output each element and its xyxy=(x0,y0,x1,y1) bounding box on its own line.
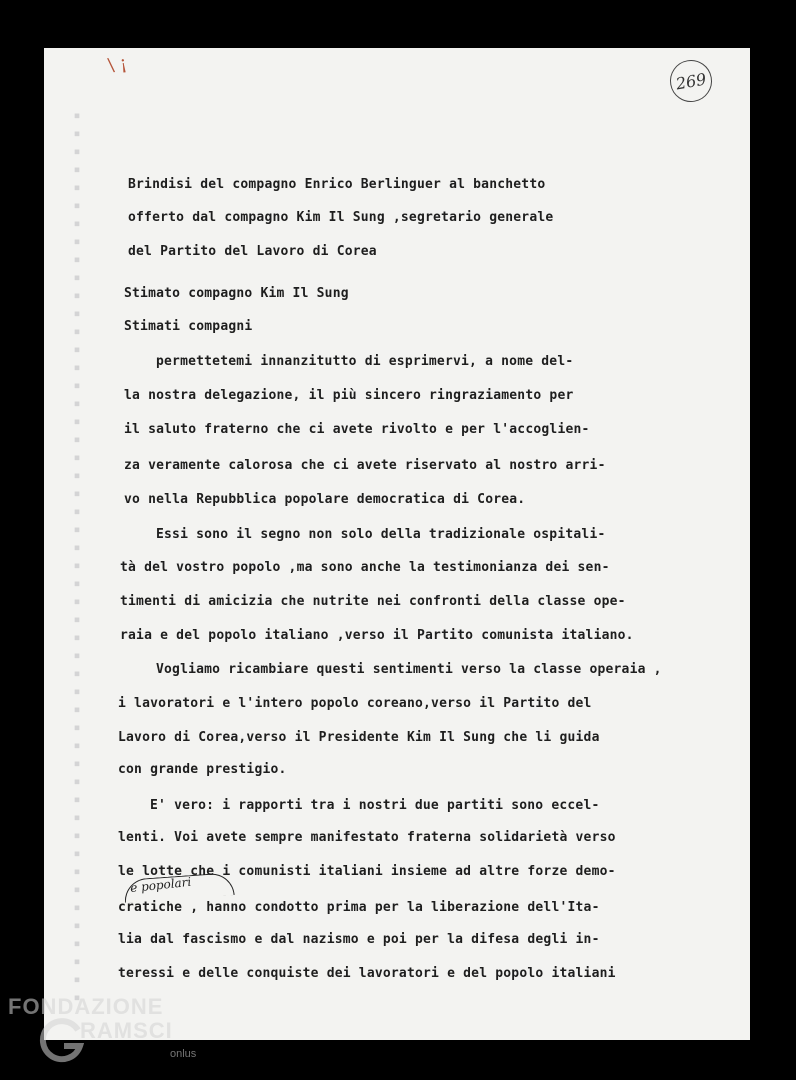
text-line: Vogliamo ricambiare questi sentimenti verso la classe operaia , xyxy=(156,662,662,677)
text-line: Stimati compagni xyxy=(124,319,253,334)
text-line: i lavoratori e l'intero popolo coreano,verso il Partito del xyxy=(118,696,592,711)
text-line: lenti. Voi avete sempre manifestato fraterna solidarietà verso xyxy=(118,830,616,845)
bleed-through-text: ▪▪▪▪▪▪▪▪▪▪▪▪▪▪▪▪▪▪▪▪▪▪▪▪▪▪▪▪▪▪▪▪▪▪▪▪▪▪▪▪▪▪▪▪▪▪▪▪▪▪ xyxy=(70,108,84,1008)
text-line: cratiche , hanno condotto prima per la liberazione dell'Ita- xyxy=(118,900,600,915)
document-page xyxy=(44,48,750,1040)
text-line: permettetemi innanzitutto di esprimervi, a nome del- xyxy=(156,354,574,369)
text-line: Stimato compagno Kim Il Sung xyxy=(124,286,349,301)
text-line: la nostra delegazione, il più sincero ringraziamento per xyxy=(124,388,574,403)
text-line: offerto dal compagno Kim Il Sung ,segretario generale xyxy=(128,210,554,225)
text-line: raia e del popolo italiano ,verso il Partito comunista italiano. xyxy=(120,628,634,643)
text-line: teressi e delle conquiste dei lavoratori e del popolo italiani xyxy=(118,966,616,981)
text-line: tà del vostro popolo ,ma sono anche la testimonianza dei sen- xyxy=(120,560,610,575)
text-line: E' vero: i rapporti tra i nostri due partiti sono eccel- xyxy=(150,798,600,813)
folio-number: 269 xyxy=(667,57,716,106)
text-line: Essi sono il segno non solo della tradizionale ospitali- xyxy=(156,527,606,542)
text-line: del Partito del Lavoro di Corea xyxy=(128,244,377,259)
text-line: lia dal fascismo e dal nazismo e poi per la difesa degli in- xyxy=(118,932,600,947)
text-line: timenti di amicizia che nutrite nei confronti della classe ope- xyxy=(120,594,626,609)
watermark-line2: RAMSCI xyxy=(80,1018,173,1043)
fondazione-gramsci-watermark xyxy=(8,994,198,1074)
margin-mark: \ ¡ xyxy=(106,52,129,77)
text-line: Brindisi del compagno Enrico Berlinguer al banchetto xyxy=(128,177,546,192)
text-line: il saluto fraterno che ci avete rivolto e per l'accoglien- xyxy=(124,422,590,437)
watermark-line1: FONDAZIONE xyxy=(8,994,164,1019)
handwritten-insert: e popolari xyxy=(129,874,192,896)
text-line: za veramente calorosa che ci avete riservato al nostro arri- xyxy=(124,458,606,473)
text-line: le lotte che i comunisti italiani insieme ad altre forze demo- xyxy=(118,864,616,879)
text-line: Lavoro di Corea,verso il Presidente Kim Il Sung che li guida xyxy=(118,730,600,745)
text-line: vo nella Repubblica popolare democratica di Corea. xyxy=(124,492,526,507)
watermark-line3: onlus xyxy=(170,1048,197,1060)
g-logo-icon xyxy=(38,1018,84,1064)
text-line: con grande prestigio. xyxy=(118,762,287,777)
